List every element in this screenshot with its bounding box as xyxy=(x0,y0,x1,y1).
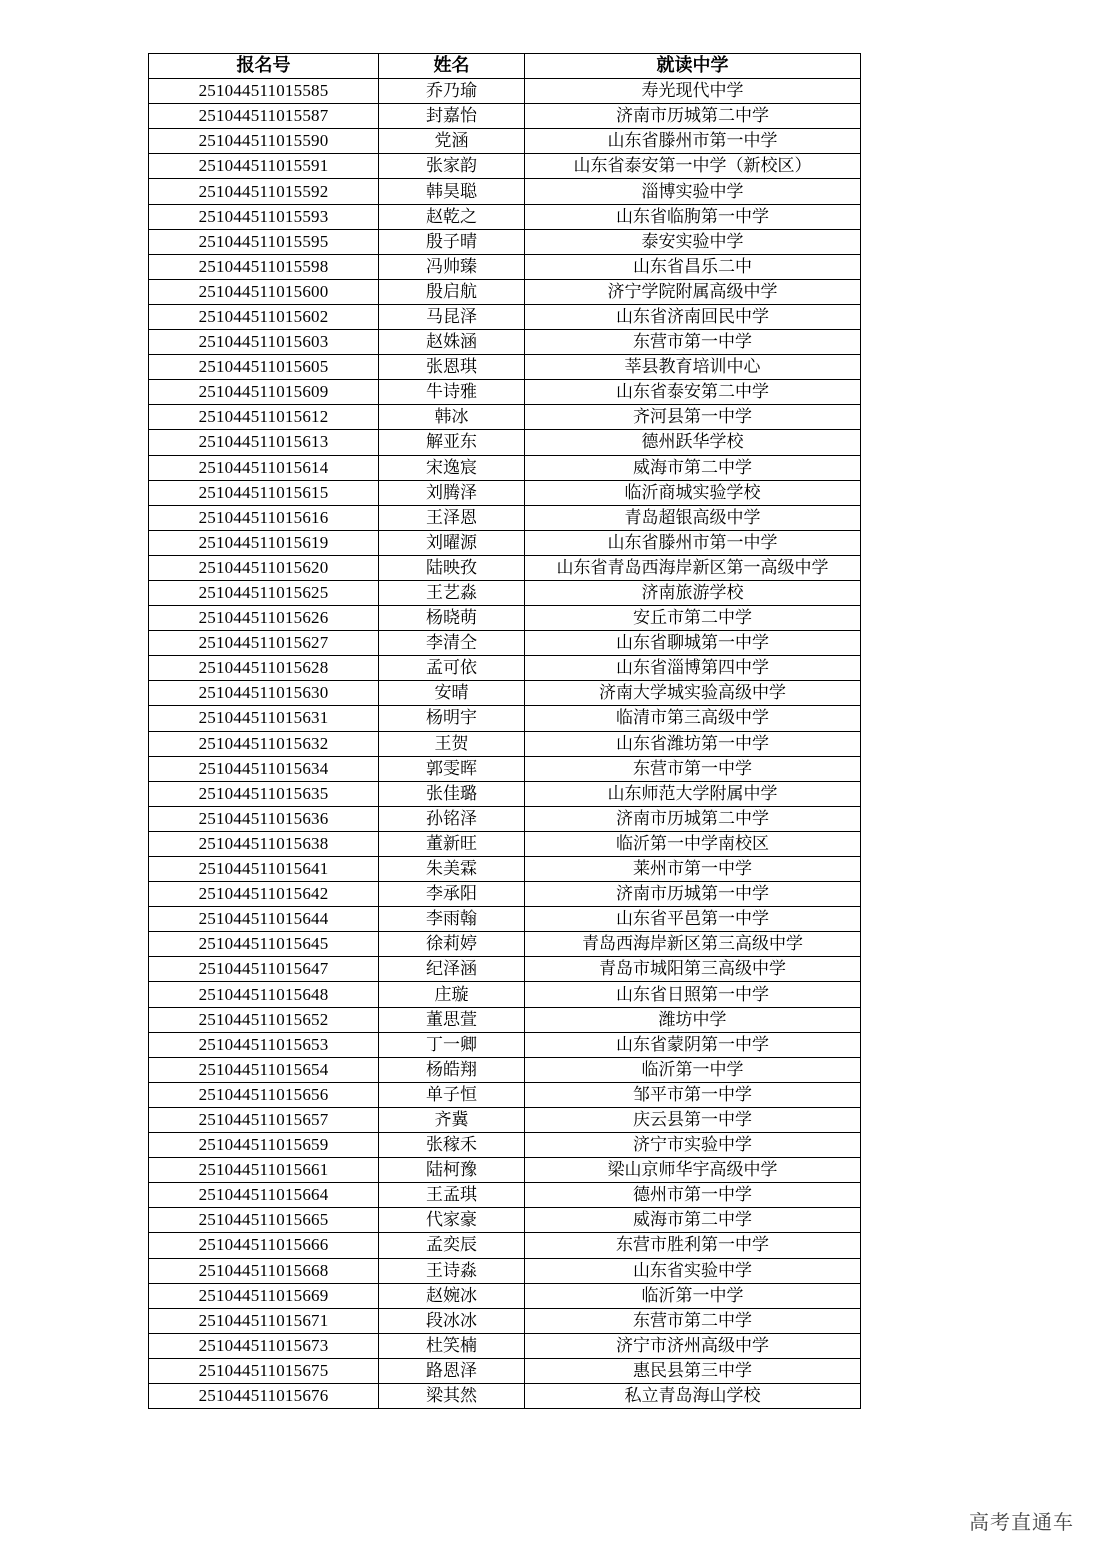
cell-name: 王孟琪 xyxy=(379,1183,525,1208)
table-row xyxy=(149,882,861,907)
cell-name: 代家豪 xyxy=(379,1208,525,1233)
cell-registration-number: 251044511015598 xyxy=(149,254,379,279)
cell-name: 韩冰 xyxy=(379,405,525,430)
cell-school: 山东省淄博第四中学 xyxy=(525,656,861,681)
cell-school: 安丘市第二中学 xyxy=(525,606,861,631)
cell-school: 济南市历城第二中学 xyxy=(525,104,861,129)
table-row xyxy=(149,1258,861,1283)
cell-name: 刘腾泽 xyxy=(379,480,525,505)
cell-registration-number: 251044511015613 xyxy=(149,430,379,455)
cell-school: 东营市第二中学 xyxy=(525,1308,861,1333)
table-row xyxy=(149,1057,861,1082)
cell-school: 济宁市济州高级中学 xyxy=(525,1333,861,1358)
cell-registration-number: 251044511015644 xyxy=(149,907,379,932)
cell-school: 莘县教育培训中心 xyxy=(525,355,861,380)
cell-school: 淄博实验中学 xyxy=(525,179,861,204)
cell-school: 莱州市第一中学 xyxy=(525,857,861,882)
cell-registration-number: 251044511015642 xyxy=(149,882,379,907)
cell-registration-number: 251044511015657 xyxy=(149,1107,379,1132)
table-row xyxy=(149,631,861,656)
cell-school: 山东省日照第一中学 xyxy=(525,982,861,1007)
cell-name: 张恩琪 xyxy=(379,355,525,380)
cell-name: 陆柯豫 xyxy=(379,1158,525,1183)
cell-name: 郭雯晖 xyxy=(379,756,525,781)
cell-school: 山东省潍坊第一中学 xyxy=(525,731,861,756)
table-row xyxy=(149,1158,861,1183)
cell-school: 山东省昌乐二中 xyxy=(525,254,861,279)
table-row xyxy=(149,179,861,204)
table-row xyxy=(149,505,861,530)
table-row xyxy=(149,254,861,279)
cell-school: 东营市第一中学 xyxy=(525,756,861,781)
cell-registration-number: 251044511015665 xyxy=(149,1208,379,1233)
cell-registration-number: 251044511015671 xyxy=(149,1308,379,1333)
cell-name: 丁一卿 xyxy=(379,1032,525,1057)
registration-table-container xyxy=(148,53,860,1409)
cell-name: 董思萱 xyxy=(379,1007,525,1032)
cell-registration-number: 251044511015628 xyxy=(149,656,379,681)
cell-registration-number: 251044511015638 xyxy=(149,831,379,856)
cell-name: 梁其然 xyxy=(379,1383,525,1408)
table-header-row xyxy=(149,54,861,79)
cell-registration-number: 251044511015676 xyxy=(149,1383,379,1408)
cell-school: 临清市第三高级中学 xyxy=(525,706,861,731)
table-row xyxy=(149,1133,861,1158)
cell-name: 张佳璐 xyxy=(379,781,525,806)
cell-registration-number: 251044511015654 xyxy=(149,1057,379,1082)
cell-name: 殷启航 xyxy=(379,279,525,304)
cell-name: 孟奕辰 xyxy=(379,1233,525,1258)
cell-name: 封嘉怡 xyxy=(379,104,525,129)
cell-registration-number: 251044511015602 xyxy=(149,304,379,329)
table-row xyxy=(149,580,861,605)
cell-school: 济南大学城实验高级中学 xyxy=(525,681,861,706)
table-row xyxy=(149,1082,861,1107)
table-row xyxy=(149,656,861,681)
cell-registration-number: 251044511015609 xyxy=(149,380,379,405)
cell-registration-number: 251044511015615 xyxy=(149,480,379,505)
cell-school: 临沂第一中学 xyxy=(525,1283,861,1308)
cell-name: 马昆泽 xyxy=(379,304,525,329)
cell-name: 杨明宇 xyxy=(379,706,525,731)
table-row xyxy=(149,957,861,982)
cell-registration-number: 251044511015591 xyxy=(149,154,379,179)
cell-name: 孟可依 xyxy=(379,656,525,681)
cell-school: 东营市第一中学 xyxy=(525,330,861,355)
cell-registration-number: 251044511015652 xyxy=(149,1007,379,1032)
cell-registration-number: 251044511015647 xyxy=(149,957,379,982)
cell-school: 济南市历城第二中学 xyxy=(525,806,861,831)
cell-name: 李承阳 xyxy=(379,882,525,907)
cell-name: 杨晓萌 xyxy=(379,606,525,631)
table-row xyxy=(149,204,861,229)
table-row xyxy=(149,1333,861,1358)
cell-name: 齐冀 xyxy=(379,1107,525,1132)
cell-school: 青岛市城阳第三高级中学 xyxy=(525,957,861,982)
cell-school: 齐河县第一中学 xyxy=(525,405,861,430)
table-row xyxy=(149,380,861,405)
table-row xyxy=(149,480,861,505)
cell-school: 潍坊中学 xyxy=(525,1007,861,1032)
cell-registration-number: 251044511015653 xyxy=(149,1032,379,1057)
registration-table xyxy=(148,53,861,1409)
cell-name: 乔乃瑜 xyxy=(379,79,525,104)
cell-registration-number: 251044511015659 xyxy=(149,1133,379,1158)
cell-name: 殷子晴 xyxy=(379,229,525,254)
cell-registration-number: 251044511015592 xyxy=(149,179,379,204)
table-row xyxy=(149,781,861,806)
cell-name: 王贺 xyxy=(379,731,525,756)
cell-school: 山东省临朐第一中学 xyxy=(525,204,861,229)
cell-school: 邹平市第一中学 xyxy=(525,1082,861,1107)
cell-name: 党涵 xyxy=(379,129,525,154)
cell-registration-number: 251044511015656 xyxy=(149,1082,379,1107)
cell-name: 王泽恩 xyxy=(379,505,525,530)
table-row xyxy=(149,982,861,1007)
cell-registration-number: 251044511015603 xyxy=(149,330,379,355)
table-row xyxy=(149,530,861,555)
table-row xyxy=(149,681,861,706)
cell-name: 庄璇 xyxy=(379,982,525,1007)
cell-school: 济宁学院附属高级中学 xyxy=(525,279,861,304)
table-row xyxy=(149,1007,861,1032)
cell-registration-number: 251044511015630 xyxy=(149,681,379,706)
table-row xyxy=(149,806,861,831)
table-row xyxy=(149,731,861,756)
cell-registration-number: 251044511015587 xyxy=(149,104,379,129)
cell-name: 韩昊聪 xyxy=(379,179,525,204)
cell-name: 赵姝涵 xyxy=(379,330,525,355)
cell-registration-number: 251044511015593 xyxy=(149,204,379,229)
cell-school: 山东省滕州市第一中学 xyxy=(525,530,861,555)
cell-school: 青岛西海岸新区第三高级中学 xyxy=(525,932,861,957)
table-row xyxy=(149,304,861,329)
cell-name: 安晴 xyxy=(379,681,525,706)
cell-registration-number: 251044511015612 xyxy=(149,405,379,430)
cell-school: 山东省泰安第二中学 xyxy=(525,380,861,405)
table-row xyxy=(149,706,861,731)
table-row xyxy=(149,756,861,781)
cell-name: 朱美霖 xyxy=(379,857,525,882)
header-name: 姓名 xyxy=(379,54,525,79)
table-row xyxy=(149,1283,861,1308)
cell-registration-number: 251044511015636 xyxy=(149,806,379,831)
cell-school: 庆云县第一中学 xyxy=(525,1107,861,1132)
table-row xyxy=(149,79,861,104)
table-row xyxy=(149,1032,861,1057)
table-row xyxy=(149,355,861,380)
cell-registration-number: 251044511015619 xyxy=(149,530,379,555)
cell-school: 山东省济南回民中学 xyxy=(525,304,861,329)
cell-registration-number: 251044511015600 xyxy=(149,279,379,304)
header-school: 就读中学 xyxy=(525,54,861,79)
cell-name: 杨皓翔 xyxy=(379,1057,525,1082)
cell-registration-number: 251044511015661 xyxy=(149,1158,379,1183)
cell-name: 王诗淼 xyxy=(379,1258,525,1283)
cell-name: 冯帅臻 xyxy=(379,254,525,279)
cell-registration-number: 251044511015625 xyxy=(149,580,379,605)
cell-registration-number: 251044511015605 xyxy=(149,355,379,380)
table-row xyxy=(149,932,861,957)
cell-school: 青岛超银高级中学 xyxy=(525,505,861,530)
cell-registration-number: 251044511015631 xyxy=(149,706,379,731)
cell-name: 徐莉婷 xyxy=(379,932,525,957)
cell-school: 德州跃华学校 xyxy=(525,430,861,455)
cell-registration-number: 251044511015627 xyxy=(149,631,379,656)
table-row xyxy=(149,1358,861,1383)
cell-name: 单子恒 xyxy=(379,1082,525,1107)
watermark-text: 高考直通车 xyxy=(969,1510,1074,1534)
cell-school: 威海市第二中学 xyxy=(525,1208,861,1233)
cell-school: 济南市历城第一中学 xyxy=(525,882,861,907)
cell-registration-number: 251044511015616 xyxy=(149,505,379,530)
table-row xyxy=(149,1107,861,1132)
cell-name: 张家韵 xyxy=(379,154,525,179)
cell-registration-number: 251044511015632 xyxy=(149,731,379,756)
table-row xyxy=(149,857,861,882)
table-row xyxy=(149,1383,861,1408)
cell-name: 李雨翰 xyxy=(379,907,525,932)
cell-registration-number: 251044511015590 xyxy=(149,129,379,154)
table-row xyxy=(149,831,861,856)
table-row xyxy=(149,1308,861,1333)
cell-name: 李清仝 xyxy=(379,631,525,656)
cell-school: 山东省蒙阴第一中学 xyxy=(525,1032,861,1057)
cell-school: 山东省泰安第一中学（新校区） xyxy=(525,154,861,179)
table-row xyxy=(149,1183,861,1208)
cell-name: 刘曜源 xyxy=(379,530,525,555)
cell-name: 牛诗雅 xyxy=(379,380,525,405)
cell-name: 解亚东 xyxy=(379,430,525,455)
cell-school: 山东省实验中学 xyxy=(525,1258,861,1283)
cell-registration-number: 251044511015634 xyxy=(149,756,379,781)
table-row xyxy=(149,1208,861,1233)
cell-school: 威海市第二中学 xyxy=(525,455,861,480)
cell-name: 张稼禾 xyxy=(379,1133,525,1158)
table-row xyxy=(149,279,861,304)
table-row xyxy=(149,229,861,254)
cell-name: 赵婉冰 xyxy=(379,1283,525,1308)
header-registration-number: 报名号 xyxy=(149,54,379,79)
cell-school: 私立青岛海山学校 xyxy=(525,1383,861,1408)
cell-school: 临沂第一中学 xyxy=(525,1057,861,1082)
cell-school: 临沂商城实验学校 xyxy=(525,480,861,505)
table-row xyxy=(149,430,861,455)
cell-school: 山东省聊城第一中学 xyxy=(525,631,861,656)
cell-school: 梁山京师华宇高级中学 xyxy=(525,1158,861,1183)
table-row xyxy=(149,104,861,129)
cell-registration-number: 251044511015675 xyxy=(149,1358,379,1383)
cell-name: 王艺淼 xyxy=(379,580,525,605)
table-row xyxy=(149,555,861,580)
cell-registration-number: 251044511015645 xyxy=(149,932,379,957)
cell-school: 东营市胜利第一中学 xyxy=(525,1233,861,1258)
cell-registration-number: 251044511015635 xyxy=(149,781,379,806)
cell-school: 寿光现代中学 xyxy=(525,79,861,104)
cell-name: 董新旺 xyxy=(379,831,525,856)
cell-registration-number: 251044511015669 xyxy=(149,1283,379,1308)
cell-school: 临沂第一中学南校区 xyxy=(525,831,861,856)
cell-school: 惠民县第三中学 xyxy=(525,1358,861,1383)
cell-school: 山东省滕州市第一中学 xyxy=(525,129,861,154)
cell-school: 济宁市实验中学 xyxy=(525,1133,861,1158)
cell-school: 山东省平邑第一中学 xyxy=(525,907,861,932)
cell-name: 宋逸宸 xyxy=(379,455,525,480)
table-row xyxy=(149,154,861,179)
cell-name: 路恩泽 xyxy=(379,1358,525,1383)
cell-school: 山东省青岛西海岸新区第一高级中学 xyxy=(525,555,861,580)
cell-registration-number: 251044511015648 xyxy=(149,982,379,1007)
cell-name: 杜笑楠 xyxy=(379,1333,525,1358)
cell-name: 孙铭泽 xyxy=(379,806,525,831)
cell-registration-number: 251044511015595 xyxy=(149,229,379,254)
cell-registration-number: 251044511015626 xyxy=(149,606,379,631)
cell-name: 赵乾之 xyxy=(379,204,525,229)
cell-school: 德州市第一中学 xyxy=(525,1183,861,1208)
table-row xyxy=(149,1233,861,1258)
table-row xyxy=(149,129,861,154)
cell-registration-number: 251044511015620 xyxy=(149,555,379,580)
cell-name: 纪泽涵 xyxy=(379,957,525,982)
table-row xyxy=(149,455,861,480)
cell-school: 济南旅游学校 xyxy=(525,580,861,605)
cell-school: 泰安实验中学 xyxy=(525,229,861,254)
table-row xyxy=(149,405,861,430)
cell-name: 陆映孜 xyxy=(379,555,525,580)
cell-registration-number: 251044511015668 xyxy=(149,1258,379,1283)
cell-registration-number: 251044511015585 xyxy=(149,79,379,104)
cell-registration-number: 251044511015666 xyxy=(149,1233,379,1258)
cell-name: 段冰冰 xyxy=(379,1308,525,1333)
cell-school: 山东师范大学附属中学 xyxy=(525,781,861,806)
table-row xyxy=(149,606,861,631)
cell-registration-number: 251044511015641 xyxy=(149,857,379,882)
table-row xyxy=(149,330,861,355)
table-body xyxy=(149,79,861,1409)
cell-registration-number: 251044511015614 xyxy=(149,455,379,480)
cell-registration-number: 251044511015673 xyxy=(149,1333,379,1358)
cell-registration-number: 251044511015664 xyxy=(149,1183,379,1208)
table-row xyxy=(149,907,861,932)
